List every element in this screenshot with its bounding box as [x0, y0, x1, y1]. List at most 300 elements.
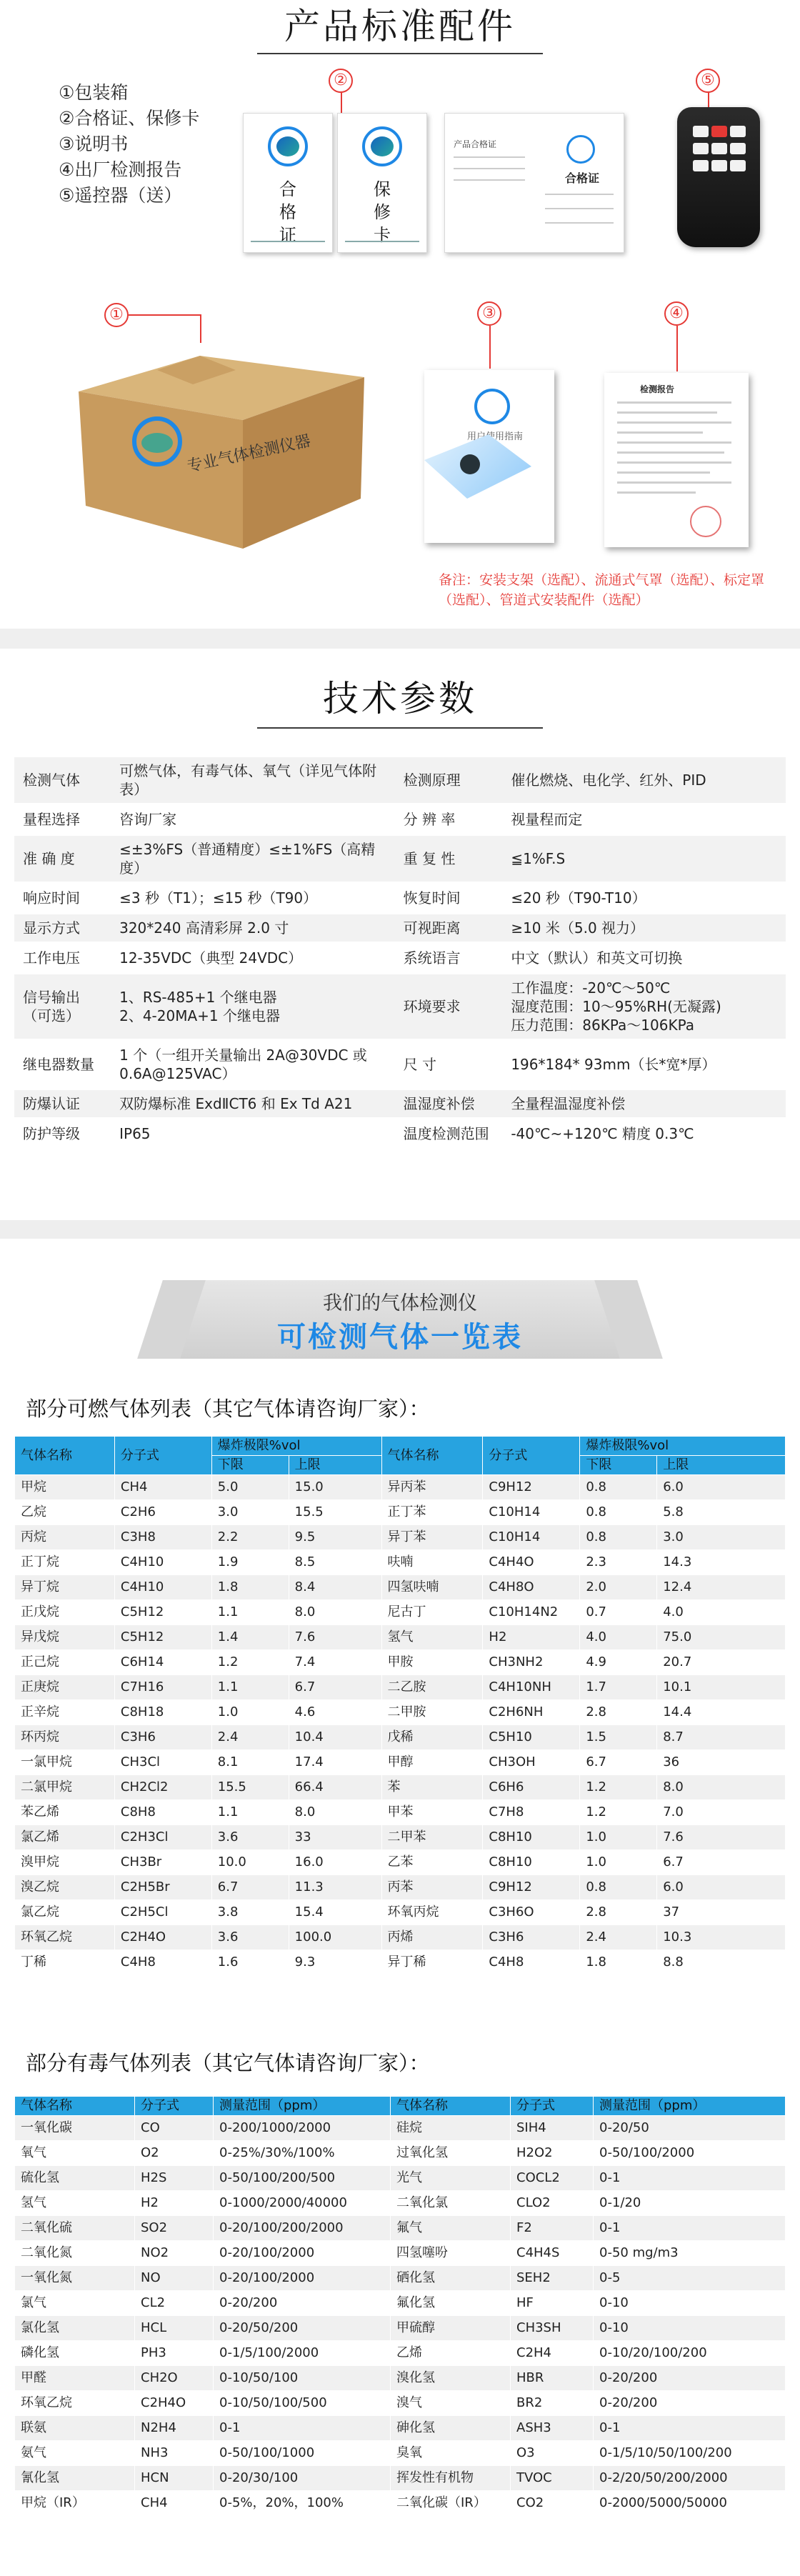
- param-row: [14, 804, 786, 834]
- table-cell: 过氧化氢: [391, 2141, 511, 2166]
- table-row: [15, 1550, 786, 1575]
- report-heading: 检测报告: [640, 384, 675, 394]
- param-row: [14, 1040, 786, 1089]
- table-cell: 0.8: [580, 1875, 657, 1900]
- table-cell: 挥发性有机物: [391, 2466, 511, 2491]
- table-cell: 6.7: [657, 1850, 786, 1875]
- table-row: [15, 2166, 786, 2191]
- table-cell: 异丁稀: [381, 1950, 483, 1975]
- table-cell: 氯化氢: [15, 2316, 135, 2341]
- table-cell: 正丁烷: [15, 1550, 115, 1575]
- table-cell: 硅烷: [391, 2116, 511, 2141]
- table-row: [15, 1950, 786, 1975]
- table-cell: 2.4: [580, 1925, 657, 1950]
- table-cell: H2: [483, 1625, 580, 1650]
- table-cell: 9.5: [289, 1525, 381, 1550]
- table-cell: 0-1: [214, 2416, 391, 2441]
- table-row: [15, 1800, 786, 1825]
- table-cell: 1.0: [580, 1850, 657, 1875]
- param-label: 检测气体: [14, 757, 111, 804]
- table-cell: CL2: [135, 2291, 214, 2316]
- col-header: 测量范围（ppm）: [594, 2097, 786, 2116]
- table-cell: C3H8: [114, 1525, 211, 1550]
- table-cell: 15.4: [289, 1900, 381, 1925]
- table-cell: 7.0: [657, 1800, 786, 1825]
- table-cell: ASH3: [511, 2416, 594, 2441]
- table-cell: 光气: [391, 2166, 511, 2191]
- table-cell: 磷化氢: [15, 2341, 135, 2366]
- table-cell: C2H5Br: [114, 1875, 211, 1900]
- flammable-heading: 部分可燃气体列表（其它气体请咨询厂家）：: [26, 1397, 430, 1421]
- table-cell: 四氢噻吩: [391, 2241, 511, 2266]
- table-cell: C3H6: [114, 1725, 211, 1750]
- table-cell: 氟化氢: [391, 2291, 511, 2316]
- table-cell: C10H14N2: [483, 1600, 580, 1625]
- table-cell: 8.8: [657, 1950, 786, 1975]
- manual-heading: 用户使用指南: [467, 431, 524, 442]
- logo-icon: [362, 126, 402, 166]
- table-cell: 9.3: [289, 1950, 381, 1975]
- table-cell: 6.7: [211, 1875, 289, 1900]
- table-cell: 2.2: [211, 1525, 289, 1550]
- param-value: 全量程温湿度补偿: [502, 1089, 786, 1119]
- table-cell: 0-50/100/1000: [214, 2441, 391, 2466]
- table-cell: 0-20/100/200/2000: [214, 2216, 391, 2241]
- table-row: [15, 1850, 786, 1875]
- table-cell: 75.0: [657, 1625, 786, 1650]
- table-cell: 异丁烷: [15, 1575, 115, 1600]
- table-cell: C9H12: [483, 1875, 580, 1900]
- callout-4: ④: [664, 301, 689, 326]
- table-cell: 苯: [381, 1775, 483, 1800]
- table-cell: 环丙烷: [15, 1725, 115, 1750]
- table-cell: C2H3Cl: [114, 1825, 211, 1850]
- table-cell: 1.9: [211, 1550, 289, 1575]
- table-cell: 甲胺: [381, 1650, 483, 1675]
- col-header: 分子式: [483, 1437, 580, 1475]
- table-cell: NO: [135, 2266, 214, 2291]
- table-cell: 8.0: [289, 1600, 381, 1625]
- table-cell: 甲醛: [15, 2366, 135, 2391]
- table-cell: C2H4O: [114, 1925, 211, 1950]
- table-cell: 3.0: [657, 1525, 786, 1550]
- table-cell: 4.9: [580, 1650, 657, 1675]
- table-cell: 溴乙烷: [15, 1875, 115, 1900]
- table-cell: C4H8: [114, 1950, 211, 1975]
- col-header: 气体名称: [381, 1437, 483, 1475]
- warranty-card-title: 保 修 卡: [374, 179, 391, 245]
- table-row: [15, 1675, 786, 1700]
- param-label: 继电器数量: [14, 1040, 111, 1089]
- table-cell: 1.5: [580, 1725, 657, 1750]
- table-cell: 3.8: [211, 1900, 289, 1925]
- table-cell: 0-50 mg/m3: [594, 2241, 786, 2266]
- table-cell: 丙烯: [381, 1925, 483, 1950]
- section-divider: [0, 629, 800, 649]
- callout-line: [489, 326, 491, 369]
- table-cell: C6H14: [114, 1650, 211, 1675]
- table-cell: C4H8O: [483, 1575, 580, 1600]
- table-cell: SEH2: [511, 2266, 594, 2291]
- table-cell: 一氧化氮: [15, 2266, 135, 2291]
- packaging-box: [71, 299, 371, 556]
- table-cell: 1.4: [211, 1625, 289, 1650]
- param-label: 重 复 性: [395, 834, 503, 883]
- table-cell: 2.8: [580, 1700, 657, 1725]
- table-cell: 2.0: [580, 1575, 657, 1600]
- flammable-gas-table: [14, 1436, 786, 1975]
- table-cell: 8.7: [657, 1725, 786, 1750]
- table-row: [15, 1700, 786, 1725]
- param-label: 准 确 度: [14, 834, 111, 883]
- table-row: [15, 2141, 786, 2166]
- table-cell: 0-1: [594, 2416, 786, 2441]
- param-label: 防护等级: [14, 1119, 111, 1149]
- param-value: 工作温度：-20℃～50℃ 湿度范围：10～95%RH(无凝露) 压力范围：86KPa～106KPa: [502, 973, 786, 1040]
- table-cell: NO2: [135, 2241, 214, 2266]
- param-value: 1 个（一组开关量输出 2A@30VDC 或 0.6A@125VAC）: [111, 1040, 395, 1089]
- table-cell: 0-20/50/200: [214, 2316, 391, 2341]
- table-cell: 0-20/30/100: [214, 2466, 391, 2491]
- col-header: 下限: [211, 1456, 289, 1475]
- table-cell: 氯乙烷: [15, 1900, 115, 1925]
- table-row: [15, 1525, 786, 1550]
- table-cell: 0.7: [580, 1600, 657, 1625]
- table-row: [15, 2116, 786, 2141]
- box-printed-text: 专业气体检测仪器: [185, 431, 313, 476]
- card-footer: [251, 241, 325, 245]
- callout-3: ③: [477, 301, 501, 326]
- table-cell: 异丁苯: [381, 1525, 483, 1550]
- tech-title: 技术参数: [323, 678, 477, 719]
- gas-list-banner: [169, 1280, 631, 1359]
- table-cell: 硒化氢: [391, 2266, 511, 2291]
- title-underline: [257, 53, 543, 54]
- table-cell: 0-20/200: [214, 2291, 391, 2316]
- table-cell: 0-10/20/100/200: [594, 2341, 786, 2366]
- table-row: [15, 1625, 786, 1650]
- table-cell: 0-50/100/200/500: [214, 2166, 391, 2191]
- table-row: [15, 1575, 786, 1600]
- accessories-list: [59, 80, 199, 209]
- table-cell: 0-5%，20%，100%: [214, 2491, 391, 2516]
- table-cell: 5.8: [657, 1500, 786, 1525]
- param-value: ≤3 秒（T1）；≤15 秒（T90）: [111, 883, 395, 913]
- table-cell: C4H4O: [483, 1550, 580, 1575]
- table-cell: 10.4: [289, 1725, 381, 1750]
- table-cell: 正辛烷: [15, 1700, 115, 1725]
- stamp-icon: [690, 506, 721, 537]
- table-cell: C4H4S: [511, 2241, 594, 2266]
- param-value: 320*240 高清彩屏 2.0 寸: [111, 913, 395, 943]
- table-cell: TVOC: [511, 2466, 594, 2491]
- banner-subtitle: 我们的气体检测仪: [323, 1292, 477, 1314]
- table-cell: PH3: [135, 2341, 214, 2366]
- table-cell: 15.5: [211, 1775, 289, 1800]
- table-cell: 0-1000/2000/40000: [214, 2191, 391, 2216]
- param-label: 显示方式: [14, 913, 111, 943]
- table-cell: C2H6NH: [483, 1700, 580, 1725]
- table-row: [15, 1475, 786, 1500]
- table-cell: 0-20/100/2000: [214, 2241, 391, 2266]
- table-row: [15, 1500, 786, 1525]
- table-row: [15, 1650, 786, 1675]
- table-cell: CH4: [114, 1475, 211, 1500]
- table-cell: 0-25%/30%/100%: [214, 2141, 391, 2166]
- param-row: [14, 757, 786, 804]
- table-cell: 0-1/5/10/50/100/200: [594, 2441, 786, 2466]
- table-cell: 14.3: [657, 1550, 786, 1575]
- certificate-card: [243, 113, 333, 253]
- sheet-heading: 合格证: [565, 171, 600, 185]
- table-cell: 0.8: [580, 1525, 657, 1550]
- table-row: [15, 2441, 786, 2466]
- table-cell: HCN: [135, 2466, 214, 2491]
- table-cell: 甲醇: [381, 1750, 483, 1775]
- col-header: 分子式: [135, 2097, 214, 2116]
- table-cell: 氯气: [15, 2291, 135, 2316]
- table-cell: C8H10: [483, 1825, 580, 1850]
- table-row: [15, 2241, 786, 2266]
- table-cell: 3.6: [211, 1825, 289, 1850]
- callout-2: ②: [329, 69, 353, 93]
- table-cell: 14.4: [657, 1700, 786, 1725]
- param-value: ≦1%F.S: [502, 834, 786, 883]
- table-row: [15, 1775, 786, 1800]
- table-cell: 氰化氢: [15, 2466, 135, 2491]
- table-cell: 33: [289, 1825, 381, 1850]
- table-cell: 0.8: [580, 1475, 657, 1500]
- table-cell: 6.7: [580, 1750, 657, 1775]
- accessories-title: 产品标准配件: [284, 6, 516, 47]
- table-cell: C9H12: [483, 1475, 580, 1500]
- table-row: [15, 2216, 786, 2241]
- table-cell: 溴甲烷: [15, 1850, 115, 1875]
- param-row: [14, 943, 786, 973]
- table-cell: 溴化氢: [391, 2366, 511, 2391]
- param-label: 温度检测范围: [395, 1119, 503, 1149]
- table-cell: 6.7: [289, 1675, 381, 1700]
- table-cell: 甲硫醇: [391, 2316, 511, 2341]
- table-cell: C6H6: [483, 1775, 580, 1800]
- table-cell: C5H10: [483, 1725, 580, 1750]
- col-header: 上限: [289, 1456, 381, 1475]
- table-cell: 0-5: [594, 2266, 786, 2291]
- table-cell: 1.1: [211, 1600, 289, 1625]
- table-cell: C4H8: [483, 1950, 580, 1975]
- table-cell: C3H6O: [483, 1900, 580, 1925]
- table-cell: 15.5: [289, 1500, 381, 1525]
- table-cell: 1.7: [580, 1675, 657, 1700]
- table-row: [15, 1825, 786, 1850]
- col-header: 气体名称: [391, 2097, 511, 2116]
- table-cell: 0-2000/5000/50000: [594, 2491, 786, 2516]
- table-cell: SIH4: [511, 2116, 594, 2141]
- table-cell: 7.4: [289, 1650, 381, 1675]
- table-cell: 环氧丙烷: [381, 1900, 483, 1925]
- table-cell: C8H18: [114, 1700, 211, 1725]
- table-cell: 3.0: [211, 1500, 289, 1525]
- col-header: 分子式: [114, 1437, 211, 1475]
- table-cell: C3H6: [483, 1925, 580, 1950]
- table-cell: 0-2/20/50/200/2000: [594, 2466, 786, 2491]
- table-cell: 8.4: [289, 1575, 381, 1600]
- table-cell: 二甲苯: [381, 1825, 483, 1850]
- accessory-item: ②合格证、保修卡: [59, 108, 200, 129]
- table-cell: 11.3: [289, 1875, 381, 1900]
- table-cell: 氧气: [15, 2141, 135, 2166]
- param-label: 信号输出（可选）: [14, 973, 111, 1040]
- param-label: 分 辨 率: [395, 804, 503, 834]
- table-cell: F2: [511, 2216, 594, 2241]
- table-cell: 1.2: [580, 1775, 657, 1800]
- table-cell: 8.1: [211, 1750, 289, 1775]
- table-cell: 环氧乙烷: [15, 2391, 135, 2416]
- test-report: [604, 373, 749, 547]
- callout-1: ①: [104, 303, 129, 327]
- param-value: 咨询厂家: [111, 804, 395, 834]
- table-cell: 硫化氢: [15, 2166, 135, 2191]
- table-cell: 0-1: [594, 2166, 786, 2191]
- param-value: 12-35VDC（典型 24VDC）: [111, 943, 395, 973]
- table-cell: 乙苯: [381, 1850, 483, 1875]
- certificate-card-title: 合 格 证: [279, 179, 296, 245]
- table-cell: 0-10/50/100: [214, 2366, 391, 2391]
- param-value: ≥10 米（5.0 视力）: [502, 913, 786, 943]
- accessory-item: ④出厂检测报告: [59, 159, 182, 180]
- table-row: [15, 2366, 786, 2391]
- table-cell: 呋喃: [381, 1550, 483, 1575]
- param-label: 响应时间: [14, 883, 111, 913]
- table-row: [15, 1925, 786, 1950]
- table-cell: 1.8: [211, 1575, 289, 1600]
- table-cell: 17.4: [289, 1750, 381, 1775]
- param-label: 防爆认证: [14, 1089, 111, 1119]
- table-cell: 二氧化硫: [15, 2216, 135, 2241]
- table-cell: N2H4: [135, 2416, 214, 2441]
- table-cell: 10.1: [657, 1675, 786, 1700]
- table-cell: 丙烷: [15, 1525, 115, 1550]
- table-cell: 8.0: [657, 1775, 786, 1800]
- toxic-heading: 部分有毒气体列表（其它气体请咨询厂家）：: [26, 2051, 430, 2075]
- table-cell: 甲烷: [15, 1475, 115, 1500]
- table-cell: C2H4: [511, 2341, 594, 2366]
- table-cell: 二氧化碳（IR）: [391, 2491, 511, 2516]
- param-label: 尺 寸: [395, 1040, 503, 1089]
- table-cell: CO: [135, 2116, 214, 2141]
- table-cell: 1.2: [211, 1650, 289, 1675]
- table-cell: 0-20/200: [594, 2391, 786, 2416]
- table-cell: 正丁苯: [381, 1500, 483, 1525]
- col-header: 气体名称: [15, 1437, 115, 1475]
- table-cell: CH3Cl: [114, 1750, 211, 1775]
- table-cell: O2: [135, 2141, 214, 2166]
- callout-line: [708, 93, 709, 109]
- table-cell: 6.0: [657, 1475, 786, 1500]
- table-cell: 15.0: [289, 1475, 381, 1500]
- table-cell: 0-1/20: [594, 2191, 786, 2216]
- table-cell: HCL: [135, 2316, 214, 2341]
- table-cell: 环氧乙烷: [15, 1925, 115, 1950]
- table-cell: CH3NH2: [483, 1650, 580, 1675]
- table-cell: CH3OH: [483, 1750, 580, 1775]
- callout-line: [676, 326, 678, 371]
- table-cell: 苯乙烯: [15, 1800, 115, 1825]
- table-cell: CH2Cl2: [114, 1775, 211, 1800]
- param-row: [14, 1089, 786, 1119]
- table-cell: 16.0: [289, 1850, 381, 1875]
- table-cell: C2H5Cl: [114, 1900, 211, 1925]
- table-cell: C2H6: [114, 1500, 211, 1525]
- table-row: [15, 2466, 786, 2491]
- table-cell: 0-1: [594, 2216, 786, 2241]
- table-cell: 7.6: [289, 1625, 381, 1650]
- table-cell: 10.3: [657, 1925, 786, 1950]
- table-cell: SO2: [135, 2216, 214, 2241]
- table-cell: 氨气: [15, 2441, 135, 2466]
- table-row: [15, 2391, 786, 2416]
- param-label: 恢复时间: [395, 883, 503, 913]
- table-cell: C10H14: [483, 1500, 580, 1525]
- table-cell: 1.1: [211, 1675, 289, 1700]
- param-label: 系统语言: [395, 943, 503, 973]
- table-cell: 66.4: [289, 1775, 381, 1800]
- param-value: 中文（默认）和英文可切换: [502, 943, 786, 973]
- table-row: [15, 2341, 786, 2366]
- table-cell: 溴气: [391, 2391, 511, 2416]
- table-row: [15, 1875, 786, 1900]
- param-row: [14, 913, 786, 943]
- table-cell: 氟气: [391, 2216, 511, 2241]
- table-cell: 6.0: [657, 1875, 786, 1900]
- table-cell: 一氧化碳: [15, 2116, 135, 2141]
- banner-title: 可检测气体一览表: [277, 1321, 523, 1354]
- table-cell: 3.6: [211, 1925, 289, 1950]
- table-cell: CH3Br: [114, 1850, 211, 1875]
- user-manual: [424, 370, 554, 543]
- table-cell: 乙烯: [391, 2341, 511, 2366]
- table-cell: 甲苯: [381, 1800, 483, 1825]
- table-cell: H2S: [135, 2166, 214, 2191]
- col-header: 下限: [580, 1456, 657, 1475]
- param-value: 催化燃烧、电化学、红外、PID: [502, 757, 786, 804]
- table-cell: 异戊烷: [15, 1625, 115, 1650]
- table-cell: 7.6: [657, 1825, 786, 1850]
- param-row: [14, 834, 786, 883]
- table-cell: H2: [135, 2191, 214, 2216]
- toxic-gas-table: [14, 2096, 786, 2516]
- table-cell: 甲烷（IR）: [15, 2491, 135, 2516]
- table-cell: 1.6: [211, 1950, 289, 1975]
- table-cell: 5.0: [211, 1475, 289, 1500]
- table-cell: CH4: [135, 2491, 214, 2516]
- table-row: [15, 2191, 786, 2216]
- table-row: [15, 1900, 786, 1925]
- table-cell: CH3SH: [511, 2316, 594, 2341]
- table-cell: 0-20/50: [594, 2116, 786, 2141]
- param-value: 视量程而定: [502, 804, 786, 834]
- table-cell: 2.8: [580, 1900, 657, 1925]
- col-header: 测量范围（ppm）: [214, 2097, 391, 2116]
- table-cell: O3: [511, 2441, 594, 2466]
- table-cell: 四氢呋喃: [381, 1575, 483, 1600]
- col-header: 爆炸极限%vol: [211, 1437, 381, 1456]
- param-value: 196*184* 93mm（长*宽*厚）: [502, 1040, 786, 1089]
- table-cell: 0.8: [580, 1500, 657, 1525]
- warranty-card: [337, 113, 427, 253]
- table-cell: C5H12: [114, 1625, 211, 1650]
- table-cell: HBR: [511, 2366, 594, 2391]
